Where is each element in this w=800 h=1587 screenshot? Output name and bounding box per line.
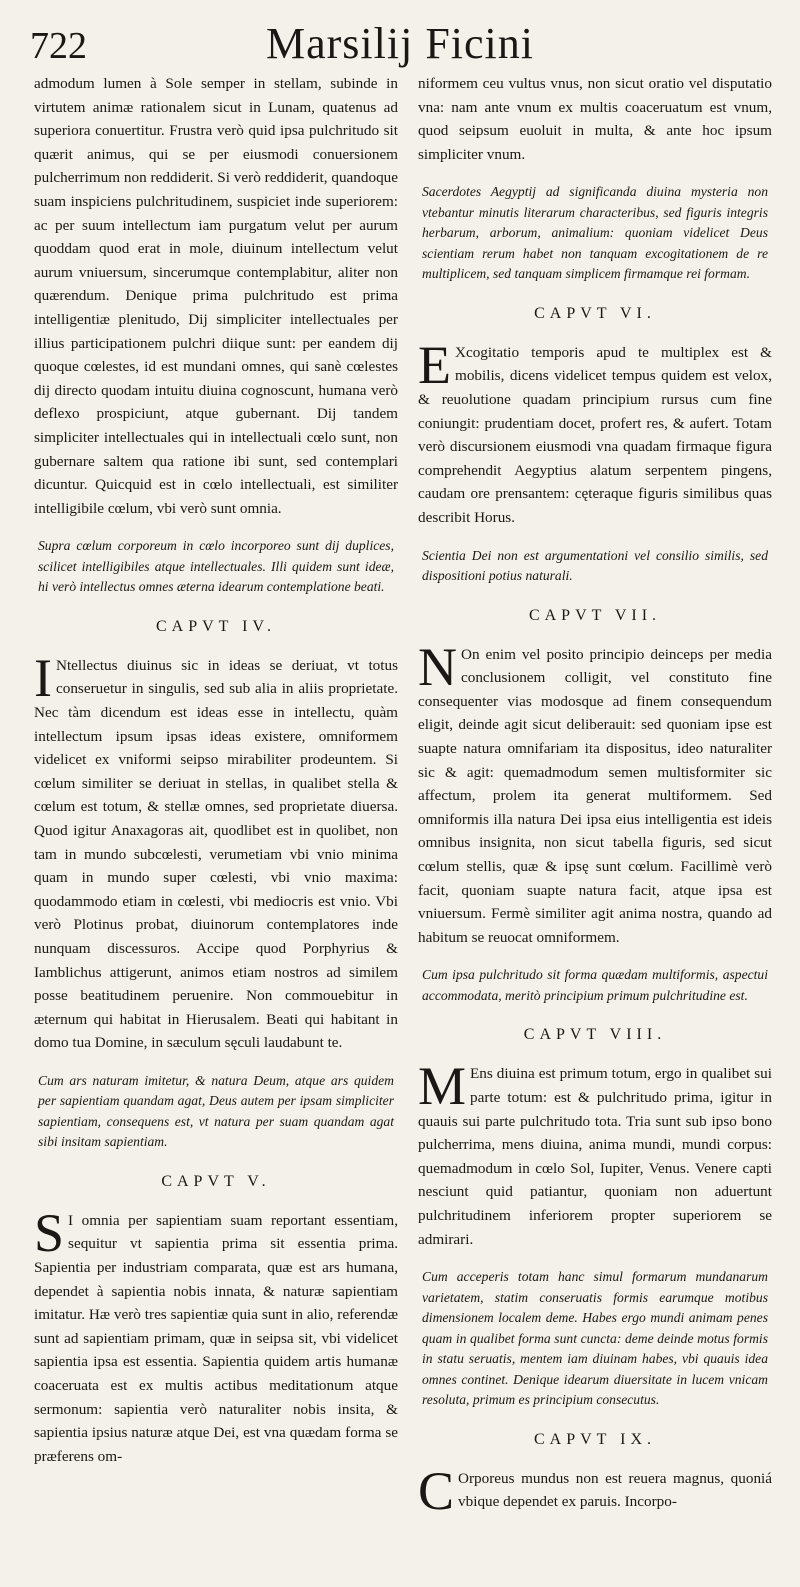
drop-cap: C	[418, 1460, 455, 1514]
paragraph-text: Ntellectus diuinus sic in ideas se deriuat, vt totus conseruetur in singulis, sed sub alia in aliis proprietate. Nec tàm dicendum est ideas esse in intellectu, quàm intellectum ipsum ipsas ideas existere, omniformem videlicet ex vniformi seipso mirabiliter prodeuntem. Si cœlum similiter se deriuat in stellas, in qualibet stella & cœlum est totum, & stellæ omnes, sed proprietate diuersa. Quod igitur Anaxagoras ait, quodlibet est in quolibet, non tam in mundo subcœlesti, verumetiam vbi vnio minima quam in mundo super cœlesti, vbi vnio maxima: quodammodo etiam in cœlesti, vbi mediocris est vnio. Vbi verò Plotinus probat, diuinorum contemplatores inde nunquam discessuros. Accipe quod Porphyrius & Iamblichus attigerunt, animos etiam nostros ad similem posse beatitudinem peruenire. Non commouebitur in æternum qui habitat in Hierusalem. Beati qui habitant in domo tua Domine, in sæculum sęculi laudabunt te.	[34, 656, 398, 1052]
chapter-summary: Sacerdotes Aegyptij ad significanda diuina mysteria non vtebantur minutis literarum characteribus, sed figuris integris herbarum, arborum, animalium: quoniam videlicet Deus scientiam rerum habet non tanquam excogitationem de re multiplicem, sed tanquam simplicem firmamque rei formam.	[422, 184, 768, 282]
chapter-summary: Cum acceperis totam hanc simul formarum mundanarum varietatem, statim conseruatis formis earumque motibus dimensionem localem deme. Habes ergo mundi animam penes quam in qualibet forma sunt cuncta: deme deinde motus formis in statu seruatis, mentem iam diuinam habes, vbi quauis idea omnes continet. Denique idearum diuersitate in lucem vnicam resoluta, primum es principium consecutus.	[422, 1269, 768, 1408]
chapter-summary: Cum ars naturam imitetur, & natura Deum, atque ars quidem per sapientiam quandam agat, Deus autem per ipsam simpliciter sapientiam, consequens est, vt natura per suam quandam agat sibi insitam sapientiam.	[38, 1072, 394, 1150]
right-column	[418, 72, 772, 1514]
paragraph: admodum lumen à Sole semper in stellam, subinde in virtutem animæ rationalem sicut in Lunam, quatenus ad superiora conuertitur. Frustra verò quid ipsa pulchritudo sit quærit animus, qui se per eiusmodi conuersionem pulcherrimum non reddiderit. Si verò reddiderit, quandoque suam inspiciens pulchritudinem, suspiciet inde superiorem: ac per suum intellectum iam purgatum velut per aurum quoddam quod erat in mole, diuinum intellectum velut aurum vniuersum, sincerumque contemplabitur, aliter non quærendum. Denique prima pulchritudo est prima intelligentiæ plenitudo, Dij simpliciter intellectuales per illius participationem pulchri diique sunt: per eandem dij quoque cœlestes, id est mundani omnes, qui sanè cœlestes dij directo quodam intuitu diuina cognoscunt, humana verò deflexo prospiciunt, atque gubernant. Dij tandem simpliciter intellectuales qui in intellectuali cœlo sunt, non gubernare saltem qua ratione ibi sunt, sed contemplari dicuntur. Quicquid est in cœlo intellectuali, est similiter intelligibile cœlum, vbi verò sunt omnia.	[34, 75, 398, 517]
left-column	[34, 72, 398, 1468]
chapter-heading: CAPVT IX.	[533, 1430, 657, 1448]
drop-cap: E	[418, 334, 451, 395]
chapter-heading: CAPVT VIII.	[523, 1026, 667, 1044]
drop-cap: S	[34, 1202, 65, 1263]
chapter-summary: Supra cœlum corporeum in cœlo incorporeo sunt dij duplices, scilicet intelligibiles atque intellectuales. Illi quidem sunt ideæ, hi verò intellectus omnes æterna idearum contemplatione beati.	[38, 538, 394, 595]
paragraph-text: I omnia per sapientiam suam reportant essentiam, sequitur vt sapientia prima sit essentia prima. Sapientia per industriam comparata, quæ est ars humana, dependet à sapientia nobis innata, & naturæ sapientiam imitatur. Hæ verò tres sapientiæ quia sunt in alio, referendæ sunt ad sapientiam primam, quæ in seipsa sit, vbi videlicet sapientia ipsa est essentia. Sapientia quidem artis humanæ coaceruata est ex multis actibus meditationum atque sermonum: sapientia verò naturaliter nobis insita, & sapientia ipsius naturæ atque Dei, est vna quædam forma se præferens om-	[34, 1211, 398, 1465]
paragraph-text: Orporeus mundus non est reuera magnus, quoniá vbique dependet ex paruis. Incorpo-	[458, 1469, 772, 1511]
chapter-summary: Scientia Dei non est argumentationi vel consilio similis, sed dispositioni potius naturali.	[422, 547, 768, 584]
paragraph	[418, 334, 772, 530]
paragraph: niformem ceu vultus vnus, non sicut oratio vel disputatio vna: nam ante vnum ex multis coaceruatum est vnum, quod seipsum euoluit in multa, & ante hoc ipsum simpliciter vnum.	[418, 75, 772, 163]
drop-cap: M	[418, 1056, 467, 1117]
drop-cap: N	[418, 636, 457, 697]
page-number: 722	[30, 25, 87, 67]
paragraph-text: Ens diuina est primum totum, ergo in qualibet sui parte totum: est & pulchritudo prima, igitur in quauis sui parte pulchritudo tota. Tria sunt sub ipso bono pulcherrima, mens diuina, anima mundi, mundi corpus: quemadmodum in cœlo Sol, Iupiter, Venus. Venere capti nesciunt quid patiantur, quoniam non aduertunt pulchritudinem inferiorem propter superiorem se admirari.	[418, 1065, 772, 1248]
chapter-summary: Cum ipsa pulchritudo sit forma quædam multiformis, aspectui accommodata, meritò principium primum pulchritudine est.	[422, 967, 768, 1003]
chapter-heading: CAPVT VI.	[534, 304, 656, 322]
paragraph	[418, 636, 772, 950]
chapter-heading: CAPVT V.	[161, 1172, 271, 1190]
paragraph	[418, 1460, 772, 1514]
paragraph	[34, 1202, 398, 1469]
chapter-heading: CAPVT IV.	[156, 617, 276, 635]
running-head: Marsilij Ficini	[266, 19, 534, 68]
paragraph	[34, 647, 398, 1055]
drop-cap: I	[34, 647, 52, 708]
paragraph	[418, 1056, 772, 1251]
page-header	[0, 18, 800, 68]
chapter-heading: CAPVT VII.	[528, 606, 662, 624]
paragraph-text: On enim vel posito principio deinceps per media conclusionem colligit, vel constituto fine consequenter vias modosque ad finem consequendum eligit, deinde agit sicut deliberauit: sed quoniam ipse est suapte natura omnifariam ita dispositus, ideo naturaliter sic & agit: quemadmodum semen multisformiter sic affectum, prolem ita generat multiformem. Sed omniformis illa natura Dei ipsa eius intelligentia est ideis omnibus insignita, non sicut tabella figuris, sed sicut cœlum stellis, quæ & ipsę sunt cœlum. Facillimè verò facit, quoniam suapte natura facit, atque ipsa est vniuersum. Fermè similiter agit anima nostra, quando ad habitum se reuocat omniformem.	[418, 645, 772, 946]
paragraph-text: Xcogitatio temporis apud te multiplex est & mobilis, dicens videlicet tempus quidem est velox, & reuolutione quadam principium rursus cum fine coniungit: prudentiam docet, profert res, & aufert. Totam verò discursionem eiusmodi vna quadam firmaque figura comprehendit Aegyptius alatum serpentem pingens, caudam ore prensantem: cęteraque figuris similibus quas describit Horus.	[418, 343, 772, 527]
